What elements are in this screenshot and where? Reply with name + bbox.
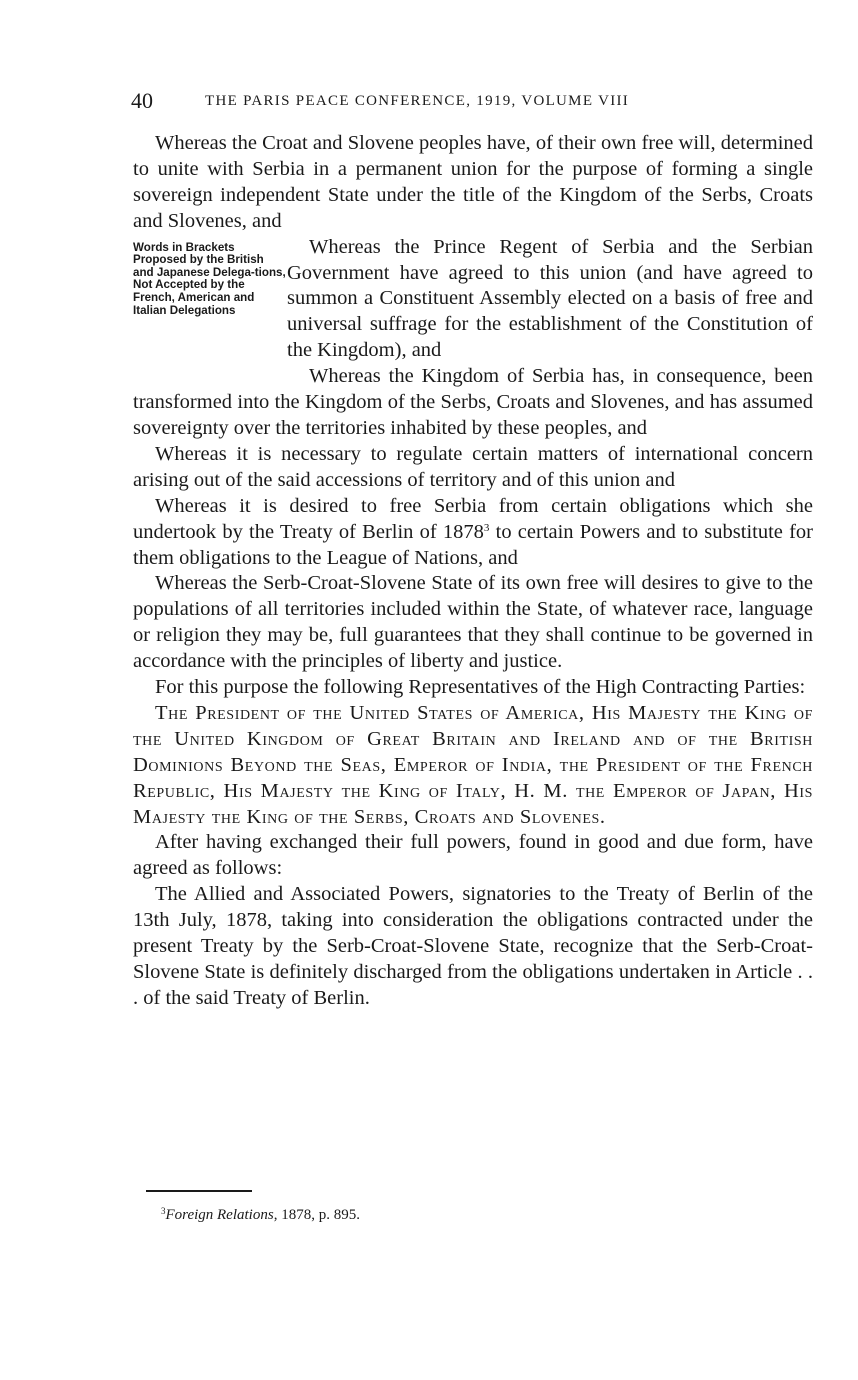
paragraph-text: Whereas the Serb-Croat-Slovene State of its own free will desires to give to the populations of all territories included within the State, of whatever race, language or religion they may be, full guarantees that they shall continue to be governed in accordance with the principles of liberty and justice. (133, 572, 813, 673)
paragraph-full-powers (133, 830, 813, 882)
footnote-reference[interactable]: 3 (483, 521, 490, 534)
paragraph-whereas-free-serbia (133, 494, 813, 572)
paragraph-text: Whereas the Prince Regent of Serbia and the Serbian Government have agreed to this union (and have agreed to summon a Constituent Assembly elected on a basis of free and universal suffrage for the establishment of the Constitution of the Kingdom), and (287, 235, 813, 362)
paragraph-text: The Allied and Associated Powers, signatories to the Treaty of Berlin of the 13th July, 1878, taking into consideration the obligations contracted under the present Treaty by the Serb-Croat-Slovene State, recognize that the Serb-Croat-Slovene State is definitely discharged from the obligations undertaken in Article . . . of the said Treaty of Berlin. (133, 883, 813, 1009)
paragraph-representatives (133, 675, 813, 701)
footnote-citation: , 1878, p. 895. (273, 1207, 360, 1223)
paragraph-text: Whereas it is desired to free Serbia from certain obligations which she undertook by the Treaty of Berlin of 1878 (133, 494, 813, 543)
footnote-divider (146, 1190, 252, 1192)
document-body (133, 131, 813, 1012)
paragraph-text: For this purpose the following Representatives of the High Contracting Parties: (155, 676, 806, 699)
footnote (161, 1205, 360, 1225)
paragraph-text: After having exchanged their full powers, found in good and due form, have agreed as follows: (133, 831, 813, 880)
paragraph-text: Whereas the Croat and Slovene peoples have, of their own free will, determined to unite with Serbia in a permanent union for the purpose of forming a single sovereign independent State under the title of the Kingdom of the Serbs, Croats and Slovenes, and (133, 132, 813, 232)
paragraph-text: to certain Powers and to substitute for them obligations to the League of Nations, and (133, 520, 813, 569)
page-number: 40 (131, 88, 153, 113)
footnote-number: 3 (161, 1206, 166, 1216)
footnote-source-title: Foreign Relations (165, 1207, 274, 1223)
paragraph-whereas-kingdom-transformed (133, 364, 813, 442)
margin-note: Words in Brackets Proposed by the British and Japanese Delega-tions, Not Accepted by the French, American and Italian Delegations (133, 240, 286, 317)
paragraph-allied-powers (133, 882, 813, 1012)
paragraph-text: The President of the United States of America, His Majesty the King of the United Kingdom of Great Britain and Ireland and of the British Dominions Beyond the Seas, Emperor of India, the President of the French Republic, His Majesty the King of Italy, H. M. the Emperor of Japan, His Majesty the King of the Serbs, Croats and Slovenes. (133, 701, 813, 828)
paragraph-whereas-croat-slovene (133, 131, 813, 235)
paragraph-signatory-list (133, 701, 813, 831)
paragraph-text: Whereas the Kingdom of Serbia has, in consequence, been transformed into the Kingdom of the Serbs, Croats and Slovenes, and has assumed sovereignty over the territories inhabited by these peoples, and (133, 365, 813, 439)
margin-note-container (133, 235, 287, 372)
paragraph-whereas-regulate-matters (133, 442, 813, 494)
paragraph-whereas-guarantees (133, 571, 813, 675)
running-title: THE PARIS PEACE CONFERENCE, 1919, VOLUME VIII (205, 93, 630, 109)
paragraph-text: Whereas it is necessary to regulate certain matters of international concern arising out of the said accessions of territory and of this union and (133, 442, 813, 491)
running-head (131, 86, 813, 116)
